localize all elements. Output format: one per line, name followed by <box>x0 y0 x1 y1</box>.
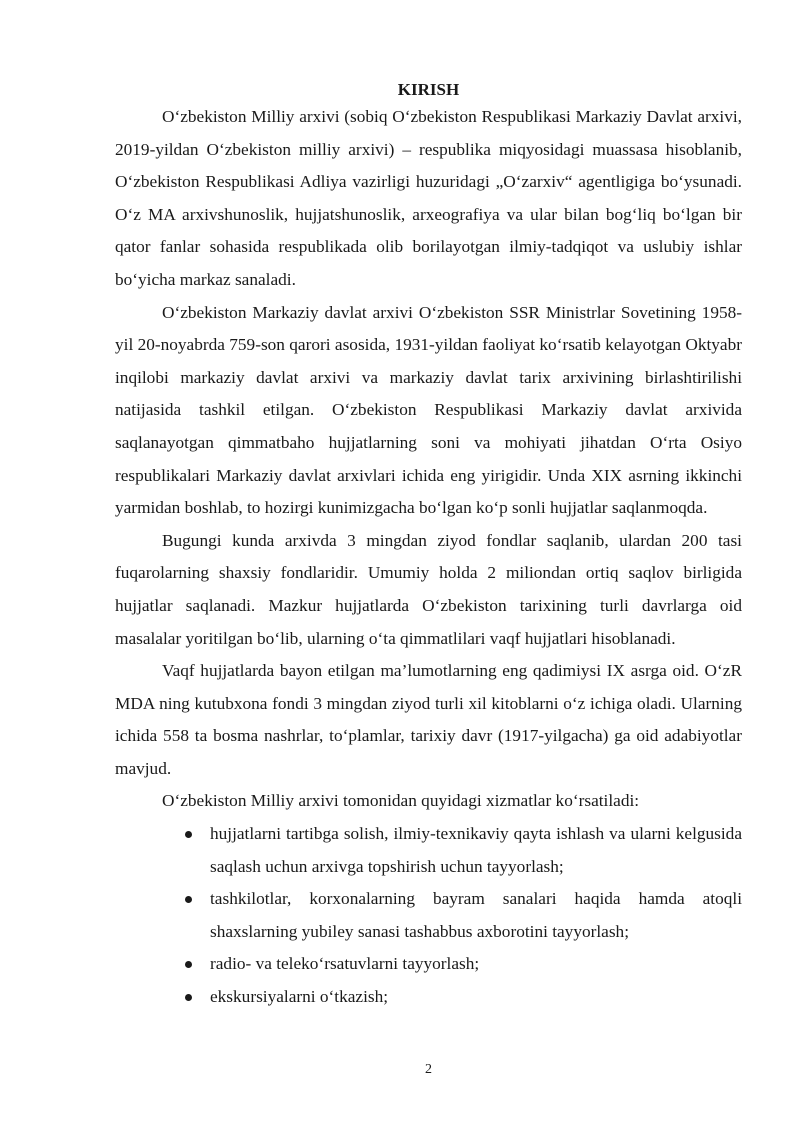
services-list <box>115 818 742 1014</box>
paragraph: Vaqf hujjatlarda bayon etilgan ma’lumotlarning eng qadimiysi IX asrga oid. O‘zR MDA ning kutubxona fondi 3 mingdan ziyod turli xil kitoblarni o‘z ichiga oladi. Ularning ichida 558 ta bosma nashrlar, to‘plamlar, tarixiy davr (1917-yilgacha) ga oid adabiyotlar mavjud. <box>115 661 742 778</box>
paragraph: O‘zbekiston Milliy arxivi (sobiq O‘zbekiston Respublikasi Markaziy Davlat arxivi, 2019-yildan O‘zbekiston milliy arxivi) – respublika miqyosidagi muassasa hisoblanib, O‘zbekiston Respublikasi Adliya vazirligi huzuridagi „O‘zarxiv“ agentligiga bo‘ysunadi. O‘z MA arxivshunoslik, hujjatshunoslik, arxeografiya va ular bilan bog‘liq bo‘lgan bir qator fanlar sohasida respublikada olib borilayotgan ilmiy-tadqiqot va uslubiy ishlar bo‘yicha markaz sanaladi. <box>115 107 742 289</box>
section-title: KIRISH <box>397 80 460 99</box>
bullet-icon <box>185 896 192 903</box>
bullet-icon <box>185 994 192 1001</box>
bullet-icon <box>185 831 192 838</box>
list-item <box>210 883 742 948</box>
list-item-text: hujjatlarni tartibga solish, ilmiy-texnikaviy qayta ishlash va ularni kelgusida saqlash uchun arxivga topshirish uchun tayyorlash; <box>210 824 742 876</box>
page-number: 2 <box>425 1062 432 1077</box>
paragraph: O‘zbekiston Milliy arxivi tomonidan quyidagi xizmatlar ko‘rsatiladi: <box>162 791 640 811</box>
list-item <box>210 818 742 883</box>
paragraph: Bugungi kunda arxivda 3 mingdan ziyod fondlar saqlanib, ulardan 200 tasi fuqarolarning shaxsiy fondlaridir. Umumiy holda 2 miliondan ortiq saqlov birligida hujjatlar saqlanadi. Mazkur hujjatlarda O‘zbekiston tarixining turli davrlarga oid masalalar yoritilgan bo‘lib, ularning o‘ta qimmatlilari vaqf hujjatlari hisoblanadi. <box>115 530 742 648</box>
bullet-icon <box>185 961 192 968</box>
list-item <box>210 981 742 1014</box>
document-body <box>115 101 742 1014</box>
list-item-text: tashkilotlar, korxonalarning bayram sanalari haqida hamda atoqli shaxslarning yubiley sanasi tashabbus axborotini tayyorlash; <box>210 889 742 941</box>
list-item-text: radio- va teleko‘rsatuvlarni tayyorlash; <box>210 954 480 974</box>
list-item-text: ekskursiyalarni o‘tkazish; <box>210 987 389 1007</box>
document-page <box>115 0 742 1131</box>
paragraph: O‘zbekiston Markaziy davlat arxivi O‘zbekiston SSR Ministrlar Sovetining 1958-yil 20-noyabrda 759-son qarori asosida, 1931-yildan faoliyat ko‘rsatib kelayotgan Oktyabr inqilobi markaziy davlat arxivi va markaziy davlat tarix arxivining birlashtirilishi natijasida tashkil etilgan. O‘zbekiston Respublikasi Markaziy davlat arxivida saqlanayotgan qimmatbaho hujjatlarning soni va mohiyati jihatdan O‘rta Osiyo respublikalari Markaziy davlat arxivlari ichida eng yirigidir. Unda XIX asrning ikkinchi yarmidan boshlab, to hozirgi kunimizgacha bo‘lgan ko‘p sonli hujjatlar saqlanmoqda. <box>115 302 742 518</box>
list-item <box>210 948 742 981</box>
